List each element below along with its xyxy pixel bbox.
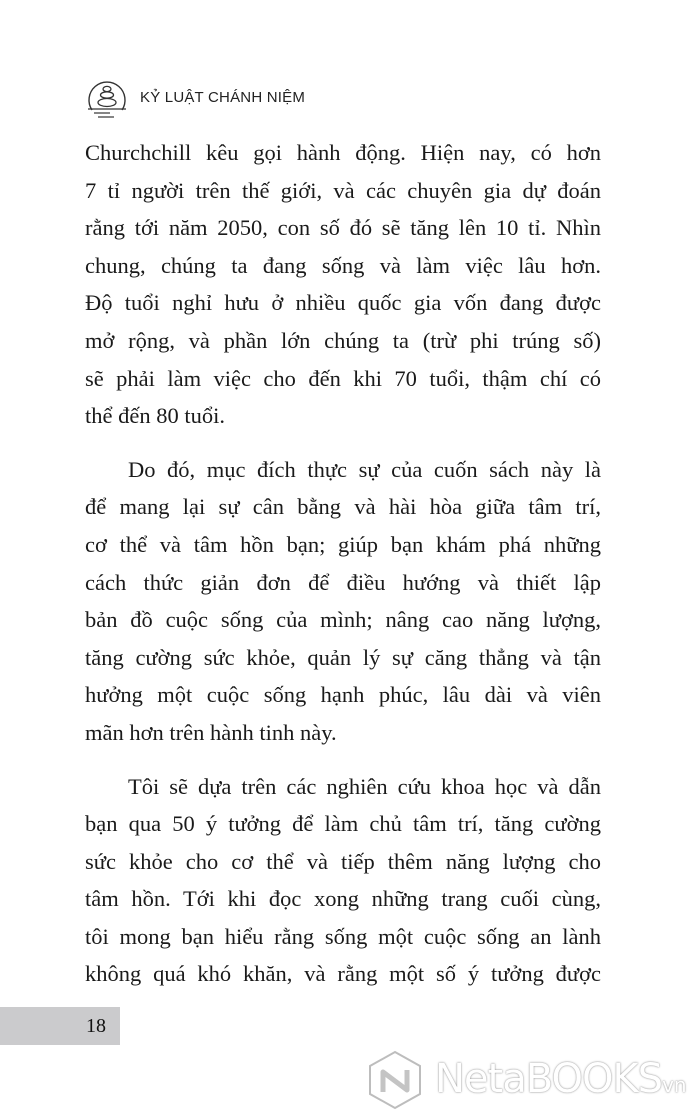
text-line: mở rộng, và phần lớn chúng ta (trừ phi trúng số) xyxy=(85,327,601,353)
book-title: KỶ LUẬT CHÁNH NIỆM xyxy=(140,88,306,106)
text-line: thể đến 80 tuổi. xyxy=(85,403,225,429)
paragraph-2 xyxy=(85,451,601,752)
text-line: hưởng một cuộc sống hạnh phúc, lâu dài và viên xyxy=(85,682,601,708)
running-header xyxy=(84,72,305,122)
text-line: để mang lại sự cân bằng và hài hòa giữa tâm trí, xyxy=(85,494,601,520)
text-line: Tôi sẽ dựa trên các nghiên cứu khoa học và dẫn xyxy=(128,773,601,799)
stacked-stones-circle-icon xyxy=(84,74,130,120)
paragraph-1 xyxy=(85,134,601,435)
text-line: 7 tỉ người trên thế giới, và các chuyên gia dự đoán xyxy=(85,177,601,203)
text-line: Do đó, mục đích thực sự của cuốn sách này là xyxy=(128,456,601,482)
netabooks-watermark xyxy=(365,1050,695,1110)
text-line: tăng cường sức khỏe, quản lý sự căng thẳng và tận xyxy=(85,644,601,670)
watermark-text xyxy=(435,1056,687,1102)
paragraph-3 xyxy=(85,768,601,994)
text-line: Churchchill kêu gọi hành động. Hiện nay, có hơn xyxy=(85,140,601,165)
page-body xyxy=(85,134,601,993)
watermark-suffix: vn xyxy=(662,1073,687,1097)
text-line: bạn qua 50 ý tưởng để làm chủ tâm trí, tăng cường xyxy=(85,811,601,837)
text-line: không quá khó khăn, và rằng một số ý tưởng được xyxy=(85,961,601,987)
text-line: mãn hơn trên hành tinh này. xyxy=(85,719,337,745)
text-line: cách thức giản đơn để điều hướng và thiết lập xyxy=(85,569,601,595)
text-line: bản đồ cuộc sống của mình; nâng cao năng lượng, xyxy=(85,607,601,633)
text-line: Độ tuổi nghỉ hưu ở nhiều quốc gia vốn đang được xyxy=(85,290,601,316)
text-line: tâm hồn. Tới khi đọc xong những trang cuối cùng, xyxy=(85,886,601,912)
netabooks-hexagon-logo-icon xyxy=(365,1050,425,1110)
text-line: cơ thể và tâm hồn bạn; giúp bạn khám phá những xyxy=(85,531,601,557)
watermark-brand: NetaBOOKS xyxy=(435,1056,663,1102)
page-number: 18 xyxy=(86,1015,106,1037)
text-line: tôi mong bạn hiểu rằng sống một cuộc sống an lành xyxy=(85,923,601,949)
text-line: chung, chúng ta đang sống và làm việc lâu hơn. xyxy=(85,252,601,278)
page-number-tab xyxy=(0,1007,120,1045)
text-line: rằng tới năm 2050, con số đó sẽ tăng lên 10 tỉ. Nhìn xyxy=(85,215,601,241)
text-line: sẽ phải làm việc cho đến khi 70 tuổi, thậm chí có xyxy=(85,365,601,391)
text-line: sức khỏe cho cơ thể và tiếp thêm năng lượng cho xyxy=(85,848,601,874)
